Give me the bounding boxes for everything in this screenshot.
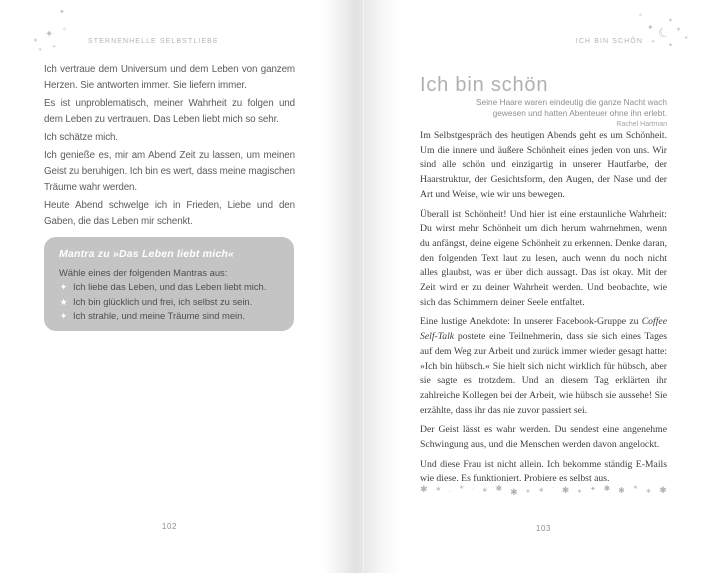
small-star-icon: ∗: [481, 487, 488, 494]
left-paragraph: Ich genieße es, mir am Abend Zeit zu lassen, um meinen Geist zu beruhigen. Ich bin es wert, dass meine magischen Träume wahr werden.: [44, 150, 295, 193]
text: postete eine Teilnehmerin, dass sie sich eines Tages auf dem Weg zur Arbeit und zurück immer wieder gesagt hatte: »Ich bin hübsch.« Sie hielt sich nicht wirklich für hübsch, aber sie sagte es trotzdem. Und an diesem Tag erklärten ihr zahlreiche Kollegen bei der Arbeit, wie hübsch sie aussehe! Sie erzählte, dass ihr das nie zuvor passiert sei.: [420, 331, 667, 416]
text: Überall ist Schönheit! Und hier ist eine erstaunliche Wahrheit: Du wirst mehr Schönheit um dich herum wahrnehmen, wenn du anfängst, deine eigene Schönheit zu erkennen. Denke daran, den folgenden Text laut zu lesen, auch wenn du noch nicht alles glaubst, was er über dich aussagt. Das ist okay. Mit der Zeit wird er zu deiner Wahrheit werden. Und beobachte, wie sich das Schimmern deiner Seele entfaltet.: [420, 208, 667, 308]
small-star-icon: ∗: [538, 487, 545, 494]
dot-icon: ·: [472, 486, 475, 492]
mantra-item-text: Ich bin glücklich und frei, ich selbst zu sein.: [73, 295, 253, 307]
text: Und diese Frau ist nicht allein. Ich bekomme ständig E-Mails wie diese. Es funktioniert. Probiere es selbst aus.: [420, 458, 667, 485]
right-paragraph: [420, 315, 667, 418]
small-star-icon: ∗: [459, 485, 465, 491]
dot-icon: ·: [449, 488, 452, 495]
four-point-star-icon: ✦: [668, 43, 674, 49]
crescent-moon-icon: ☾: [655, 23, 673, 42]
epigraph-lines: [420, 97, 667, 120]
asterisk-star-icon: ✱: [495, 484, 503, 493]
mantra-box-title: Mantra zu »Das Leben liebt mich«: [59, 248, 235, 260]
left-running-head: STERNENHELLE SELBSTLIEBE: [88, 38, 219, 45]
left-paragraph: Ich schätze mich.: [44, 132, 118, 143]
right-page-body: [420, 129, 667, 492]
small-star-icon: ∗: [435, 486, 442, 493]
four-point-star-icon: ✦: [647, 23, 654, 32]
mantra-item: [59, 280, 279, 295]
small-star-icon: ∗: [645, 488, 652, 495]
four-point-star-icon: ✦: [59, 311, 68, 322]
four-point-star-icon: ✦: [589, 486, 596, 493]
mantra-item-text: Ich strahle, und meine Träume sind mein.: [73, 310, 245, 322]
asterisk-star-icon: ✱: [659, 485, 667, 495]
asterisk-star-icon: ✱: [561, 485, 570, 495]
left-page-body: [44, 62, 295, 232]
asterisk-star-icon: ✱: [618, 486, 625, 495]
asterisk-star-icon: ✱: [603, 484, 611, 493]
text: Der Geist lässt es wahr werden. Du sendest eine angenehme Schwingung aus, und die Menschen werden davon angelockt.: [420, 424, 667, 451]
text: Eine lustige Anekdote: In unserer Facebook-Gruppe zu: [420, 316, 642, 328]
epigraph-line: gewesen und hatten Abenteuer ohne ihn erlebt.: [492, 108, 667, 119]
epigraph-author: Rachel Hartman: [616, 120, 667, 128]
asterisk-star-icon: ✱: [510, 487, 518, 497]
left-page-number: 102: [161, 522, 178, 531]
small-star-icon: ∗: [525, 489, 531, 495]
five-point-star-icon: ★: [59, 296, 68, 307]
right-page-number: 103: [535, 524, 552, 533]
left-paragraph: Heute Abend schwelge ich in Frieden, Liebe und den Gaben, die das Leben mir schenkt.: [44, 200, 295, 227]
small-star-icon: ∗: [577, 489, 583, 495]
four-point-star-icon: ✦: [59, 9, 65, 16]
outline-star-icon: ✧: [638, 13, 644, 19]
epigraph: [420, 97, 667, 128]
mantra-list: [59, 280, 279, 324]
dot-icon: ·: [551, 485, 554, 491]
right-paragraph: [420, 423, 667, 452]
mantra-item: [59, 309, 279, 324]
small-star-icon: ∗: [33, 38, 39, 44]
mantra-item-text: Ich liebe das Leben, und das Leben liebt mich.: [73, 281, 267, 292]
four-point-star-icon: ✦: [52, 44, 57, 50]
outline-star-icon: ✧: [62, 27, 68, 33]
small-star-icon: ∗: [668, 18, 674, 24]
left-paragraph: Es ist unproblematisch, meiner Wahrheit zu folgen und dem Leben zu vertrauen. Das Leben liebt mich so sehr.: [44, 98, 295, 125]
italic-text: Coffee Self-Talk: [420, 316, 667, 343]
four-point-star-icon: ✦: [45, 29, 54, 40]
mantra-box-intro: Wähle eines der folgenden Mantras aus:: [59, 267, 228, 278]
epigraph-line: Seine Haare waren eindeutig die ganze Nacht wach: [476, 97, 667, 107]
text: Im Selbstgespräch des heutigen Abends geht es um Schönheit. Um die innere und äußere Schönheit eines jeden von uns. Wir sind alle schön und einzigartig in unserer Hautfarbe, der Haarstruktur, der Gesichtsform, den Augen, der Nase und der Art und Weise, wie wir uns bewegen.: [420, 130, 667, 200]
mantra-item: [59, 295, 279, 310]
four-point-star-icon: ✦: [651, 39, 656, 45]
small-star-icon: ∗: [38, 47, 43, 53]
stars-divider: [420, 484, 667, 497]
right-running-head: ICH BIN SCHÖN: [575, 38, 643, 45]
small-star-icon: ∗: [684, 35, 689, 41]
asterisk-star-icon: ✱: [420, 484, 428, 494]
small-star-icon: ∗: [632, 485, 638, 491]
right-paragraph: [420, 208, 667, 311]
four-point-star-icon: ✦: [59, 282, 68, 292]
small-star-icon: ∗: [676, 27, 682, 33]
chapter-title: Ich bin schön: [420, 74, 549, 97]
right-paragraph: [420, 129, 667, 203]
page-fold-seam: [363, 0, 364, 573]
mantra-box: [44, 237, 294, 331]
left-paragraph: Ich vertraue dem Universum und dem Leben von ganzem Herzen. Sie antworten immer. Sie liefern immer.: [44, 64, 295, 91]
right-paragraph: [420, 458, 667, 487]
page-gutter-shadow: [323, 0, 401, 573]
